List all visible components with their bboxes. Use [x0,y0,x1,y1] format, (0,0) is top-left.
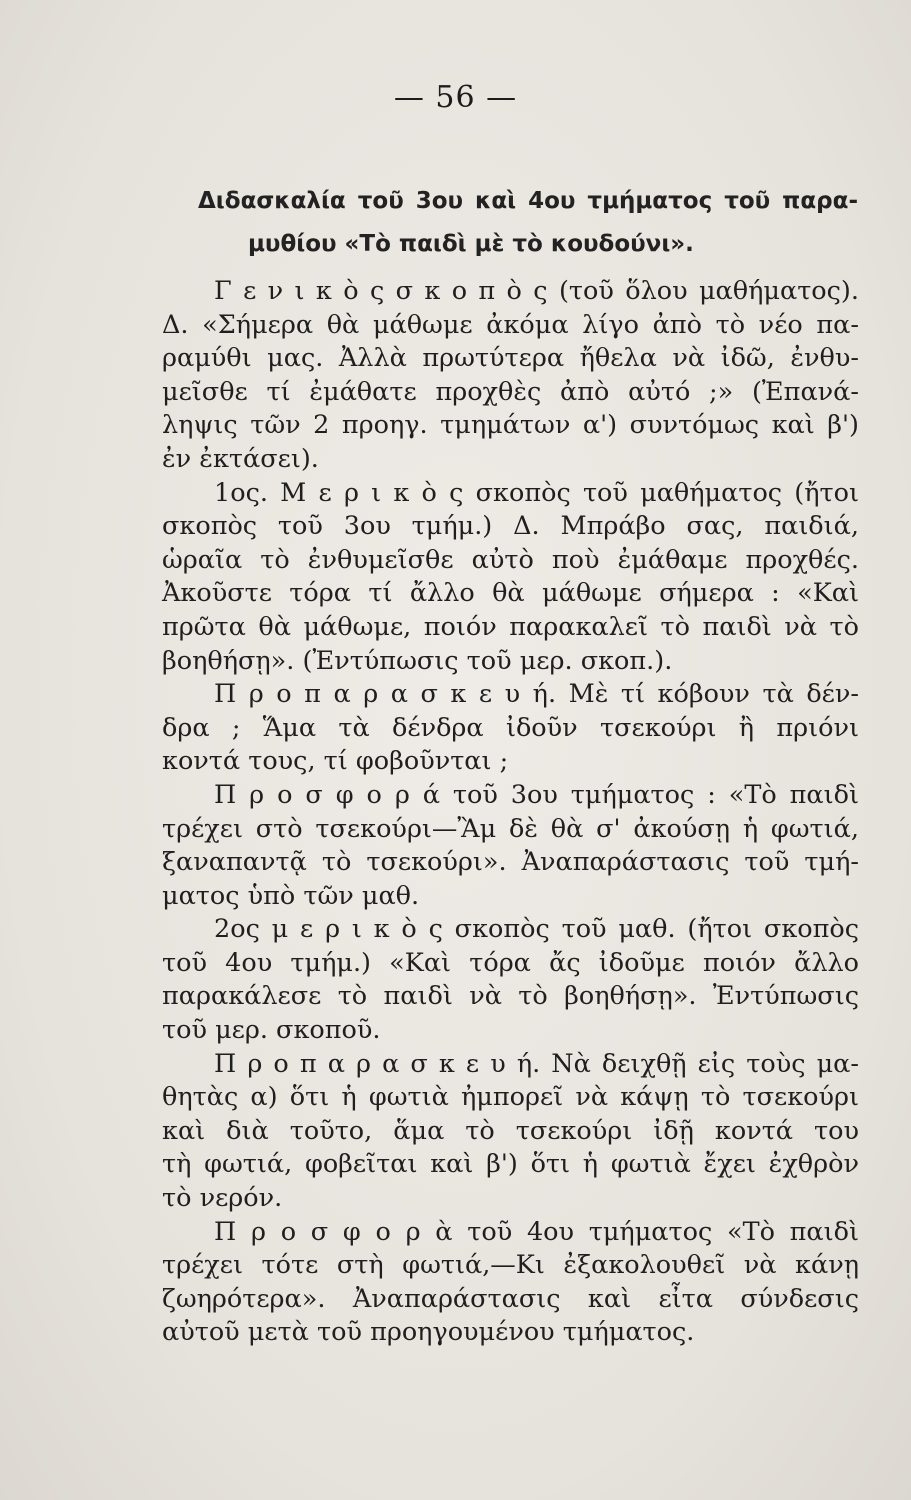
body-line: βοηθήσῃ». (Ἐντύπωσις τοῦ μερ. σκοπ.). [162,645,673,676]
body-line: ζωηρότερα». Ἀναπαράστασις καὶ εἶτα σύνδεσις [162,1283,859,1314]
body-line: πρῶτα θὰ μάθωμε, ποιόν παρακαλεῖ τὸ παιδὶ νὰ τὸ [162,611,859,642]
body-line: καὶ διὰ τοῦτο, ἅμα τὸ τσεκούρι ἰδῇ κοντά του [162,1115,859,1146]
body-line: Π ρ ο σ φ ο ρ ά τοῦ 3ου τμήματος : «Τὸ παιδὶ [214,779,859,810]
body-line: Δ. «Σήμερα θὰ μάθωμε ἀκόμα λίγο ἀπὸ τὸ νέο πα- [162,309,859,340]
body-line: κοντά τους, τί φοβοῦνται ; [162,746,509,777]
body-line: 2ος μ ε ρ ι κ ὸ ς σκοπὸς τοῦ μαθ. (ἤτοι σκοπὸς [214,914,859,945]
body-line: τοῦ μερ. σκοποῦ. [162,1015,381,1046]
body-line: αὐτοῦ μετὰ τοῦ προηγουμένου τμήματος. [162,1317,695,1348]
body-line: δρα ; Ἅμα τὰ δένδρα ἰδοῦν τσεκούρι ἢ πριόνι [162,712,859,743]
body-line: σκοπὸς τοῦ 3ου τμήμ.) Δ. Μπράβο σας, παιδιά, [162,511,859,542]
body-line: τρέχει στὸ τσεκούρι—Ἂμ δὲ θὰ σ' ἀκούσῃ ἡ φωτιά, [162,813,859,844]
body-line: τὸ νερόν. [162,1183,283,1214]
body-line: ματος ὑπὸ τῶν μαθ. [162,880,420,911]
heading-line: μυθίου «Τὸ παιδὶ μὲ τὸ κουδούνι». [248,231,694,257]
body-line: τρέχει τότε στὴ φωτιά,—Κι ἐξακολουθεῖ νὰ κάνῃ [162,1250,859,1281]
body-line: παρακάλεσε τὸ παιδὶ νὰ τὸ βοηθήσῃ». Ἐντύπωσις [162,981,859,1012]
body-line: Π ρ ο π α ρ α σ κ ε υ ή. Μὲ τί κόβουν τὰ δέν- [214,679,859,710]
body-line: ἐν ἐκτάσει). [162,443,319,474]
heading-line: Διδασκαλία τοῦ 3ου καὶ 4ου τμήματος τοῦ παρα- [198,188,858,214]
body-line: ραμύθι μας. Ἀλλὰ πρωτύτερα ἤθελα νὰ ἰδῶ, ἐνθυ- [162,343,859,374]
body-line: Π ρ ο σ φ ο ρ ὰ τοῦ 4ου τμήματος «Τὸ παιδὶ [214,1216,859,1247]
body-line: θητὰς α) ὅτι ἡ φωτιὰ ἠμπορεῖ νὰ κάψῃ τὸ τσεκούρι [162,1082,859,1113]
body-line: Π ρ ο π α ρ α σ κ ε υ ή. Νὰ δειχθῇ εἰς τοὺς μα- [214,1048,859,1079]
body-line: Γ ε ν ι κ ὸ ς σ κ ο π ὸ ς (τοῦ ὅλου μαθήματος). [214,276,859,306]
body-line: τοῦ 4ου τμήμ.) «Καὶ τόρα ἄς ἰδοῦμε ποιόν ἄλλο [162,947,859,978]
body-line: 1ος. Μ ε ρ ι κ ὸ ς σκοπὸς τοῦ μαθήματος (ἤτοι [214,477,859,508]
body-line: Ἀκοῦστε τόρα τί ἄλλο θὰ μάθωμε σήμερα : «Καὶ [162,578,859,609]
body-line: μεῖσθε τί ἐμάθατε προχθὲς ἀπὸ αὐτό ;» (Ἐπανά- [162,376,859,407]
body-line: ληψις τῶν 2 προηγ. τμημάτων α') συντόμως καὶ β') [162,410,859,441]
body-line: τὴ φωτιά, φοβεῖται καὶ β') ὅτι ἡ φωτιὰ ἔχει ἐχθρὸν [162,1149,859,1180]
body-line: ὡραῖα τὸ ἐνθυμεῖσθε αὐτὸ ποὺ ἐμάθαμε προχθές. [162,544,859,575]
lesson-heading [198,180,858,266]
body-line: ξαναπαντᾷ τὸ τσεκούρι». Ἀναπαράστασις τοῦ τμή- [162,847,859,878]
body-text [162,275,859,1350]
page-number: — 56 — [393,80,518,115]
